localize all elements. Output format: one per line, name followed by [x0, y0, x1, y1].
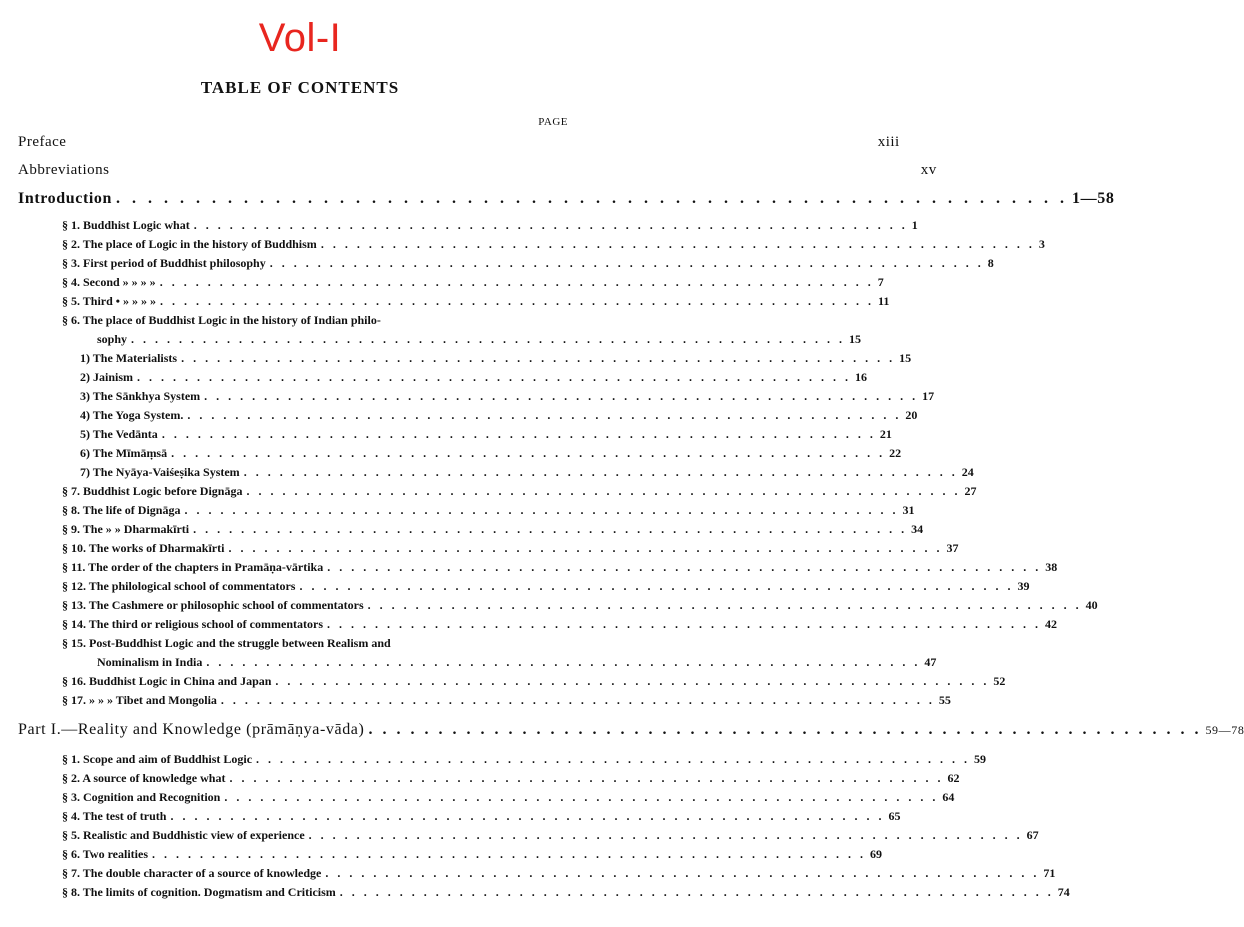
toc-entry-label: 7) The Nyāya-Vaiśeṣika System [80, 465, 240, 479]
toc-entry [62, 218, 918, 233]
toc-entry-page: 38 [1045, 560, 1058, 574]
toc-entry-page: 69 [870, 847, 882, 861]
toc-entry [62, 237, 1045, 252]
toc-entry-page: 62 [947, 771, 960, 785]
toc-entry-label: 1) The Materialists [80, 351, 178, 365]
toc-entry [62, 636, 568, 651]
toc-entry-label: § 9. The » » Dharmakīrti [62, 522, 190, 536]
toc-entry-label: Abbreviations [18, 162, 110, 178]
toc-entry-label: § 15. Post-Buddhist Logic and the struggle between Realism and [62, 636, 391, 650]
toc-entry-label: sophy [97, 332, 128, 346]
toc-entry [62, 866, 1056, 881]
toc-entry-label: 2) Jainism [80, 370, 134, 384]
toc-entry-page: 17 [922, 389, 935, 403]
toc-entry-label: 6) The Mīmāṃsā [80, 446, 168, 460]
toc-entry-page: xv [920, 162, 937, 178]
toc-entry-page: 20 [905, 408, 918, 422]
toc-entry-label: 3) The Sānkhya System [80, 389, 201, 403]
dot-leader: . . . . . . . . . . . . . . . . . . . . . . . . . . . . . . . . . . . . . . . . . . . . . . . . . . . . . . . . . . . . [224, 790, 939, 804]
dot-leader: . . . . . . . . . . . . . . . . . . . . . . . . . . . . . . . . . . . . . . . . . . . . . . . . . . . . . . . . . . . . [206, 655, 921, 669]
toc-entry [62, 617, 1057, 632]
toc-entry [62, 752, 987, 767]
toc-entry-page: 3 [1038, 237, 1045, 251]
toc-entry-label: 4) The Yoga System. [80, 408, 184, 422]
dot-leader: . . . . . . . . . . . . . . . . . . . . . . . . . . . . . . . . . . . . . . . . . . . . . . . . . . . . . . . . . . . . [229, 771, 944, 785]
toc-entry [62, 771, 960, 786]
toc-entry-label: § 7. The double character of a source of knowledge [62, 866, 322, 880]
toc-entry [80, 408, 918, 423]
toc-entry-label: § 2. A source of knowledge what [62, 771, 226, 785]
dot-leader: . . . . . . . . . . . . . . . . . . . . . . . . . . . . . . . . . . . . . . . . . . . . . . . . . . . . . . . . . . . . [327, 617, 1041, 631]
toc-entry [62, 541, 959, 556]
dot-leader: . . . . . . . . . . . . . . . . . . . . . . . . . . . . . . . . . . . . . . . . . . . . . . . . . . . . . . . . . . . . [327, 560, 1042, 574]
toc-entry-label: Introduction [18, 190, 113, 207]
dot-leader: . . . . . . . . . . . . . . . . . . . . . . . . . . . . . . . . . . . . . . . . . . . . . . . . . . . . . . . . . . . . [131, 332, 846, 346]
toc-entry [62, 256, 994, 271]
toc-entry-page: 59—78 [1205, 723, 1244, 737]
toc-entry-label: § 14. The third or religious school of commentators [62, 617, 323, 631]
toc-entry [80, 465, 974, 480]
toc-entry-page: xiii [877, 134, 900, 150]
dot-leader: . . . . . . . . . . . . . . . . . . . . . . . . . . . . . . . . . . . . . . . . . . . . . . . . . . . . . . . . . . . . [159, 275, 874, 289]
toc-entry-page: 11 [878, 294, 890, 308]
dot-leader: . . . . . . . . . . . . . . . . . . . . . . . . . . . . . . . . . . . . . . . . . . . . . . . . . . . . . . . . . . . . [368, 721, 1202, 738]
page-title: TABLE OF CONTENTS [200, 78, 400, 97]
toc-entry-page: 7 [877, 275, 884, 289]
toc-entry [62, 560, 1058, 575]
dot-leader: . . . . . . . . . . . . . . . . . . . . . . . . . . . . . . . . . . . . . . . . . . . . . . . . . . . . . . . . . . . . [220, 693, 935, 707]
toc-entry-page: 39 [1017, 579, 1030, 593]
dot-leader: . . . . . . . . . . . . . . . . . . . . . . . . . . . . . . . . . . . . . . . . . . . . . . . . . . . . . . . . . . . . [160, 294, 874, 308]
toc-entry [62, 674, 1006, 689]
toc-entry-label: § 6. Two realities [62, 847, 148, 861]
toc-entry [62, 847, 882, 862]
dot-leader: . . . . . . . . . . . . . . . . . . . . . . . . . . . . . . . . . . . . . . . . . . . . . . . . . . . . . . . . . . . . [161, 427, 876, 441]
toc-entry-page: 65 [888, 809, 901, 823]
toc-entry [62, 275, 884, 290]
toc-entry [62, 579, 1030, 594]
volume-label: Vol-I [258, 16, 342, 60]
toc-entry-page: 15 [899, 351, 912, 365]
toc-entry-page: 15 [849, 332, 862, 346]
toc-entry [18, 721, 1244, 739]
toc-entry [80, 370, 868, 385]
toc-entry-page: 8 [987, 256, 994, 270]
toc-entry-page: 52 [993, 674, 1006, 688]
dot-leader: . . . . . . . . . . . . . . . . . . . . . . . . . . . . . . . . . . . . . . . . . . . . . . . . . . . . . . . . . . . . [152, 847, 866, 861]
toc-entry-label: § 11. The order of the chapters in Pramāṇa-vārtika [62, 560, 324, 574]
toc-entry-label: Nominalism in India [97, 655, 203, 669]
dot-leader: . . . . . . . . . . . . . . . . . . . . . . . . . . . . . . . . . . . . . . . . . . . . . . . . . . . . . . . . . . . . [228, 541, 943, 555]
toc-entry-label: § 13. The Cashmere or philosophic school of commentators [62, 598, 364, 612]
dot-leader: . . . . . . . . . . . . . . . . . . . . . . . . . . . . . . . . . . . . . . . . . . . . . . . . . . . . . . . . . . . . [246, 484, 961, 498]
toc-entry [62, 484, 977, 499]
toc-entry-label: § 5. Realistic and Buddhistic view of experience [62, 828, 305, 842]
toc-entry-page: 55 [938, 693, 951, 707]
toc-entry-label: 5) The Vedānta [80, 427, 158, 441]
toc-entry-label: § 3. Cognition and Recognition [62, 790, 221, 804]
toc-entry-label: § 1. Buddhist Logic what [62, 218, 190, 232]
toc-entry-label: Preface [18, 134, 67, 150]
toc-entry-page: 40 [1085, 598, 1098, 612]
toc-entry [62, 790, 955, 805]
toc-entry-label: § 2. The place of Logic in the history of Buddhism [62, 237, 317, 251]
toc-entry-page: 59 [974, 752, 987, 766]
toc-entry-page: 24 [961, 465, 974, 479]
toc-entry [62, 313, 568, 328]
dot-leader: . . . . . . . . . . . . . . . . . . . . . . . . . . . . . . . . . . . . . . . . . . . . . . . . . . . . . . . . . . . . [339, 885, 1054, 899]
toc-entry-page: 71 [1043, 866, 1056, 880]
toc-entry [18, 162, 937, 179]
dot-leader: . . . . . . . . . . . . . . . . . . . . . . . . . . . . . . . . . . . . . . . . . . . . . . . . . . . . . . . . . . . . [181, 351, 896, 365]
toc-entry-label: § 7. Buddhist Logic before Dignāga [62, 484, 243, 498]
toc-entry-label: § 5. Third • » » » » [62, 294, 156, 308]
dot-leader: . . . . . . . . . . . . . . . . . . . . . . . . . . . . . . . . . . . . . . . . . . . . . . . . . . . . . . . . . . . . [193, 522, 908, 536]
toc-entry [62, 885, 1070, 900]
dot-leader: . . . . . . . . . . . . . . . . . . . . . . . . . . . . . . . . . . . . . . . . . . . . . . . . . . . . . . . . . . . . [204, 389, 919, 403]
toc-entry-page: 34 [911, 522, 924, 536]
toc-entry-page: 1—58 [1072, 190, 1115, 207]
toc-entry-label: § 4. The test of truth [62, 809, 167, 823]
toc-entry-page: 21 [879, 427, 892, 441]
toc-entry [80, 446, 902, 461]
toc-entry-label: § 3. First period of Buddhist philosophy [62, 256, 266, 270]
toc-entry [62, 503, 915, 518]
toc-entry [62, 294, 890, 309]
toc-entry-page: 47 [924, 655, 937, 669]
dot-leader: . . . . . . . . . . . . . . . . . . . . . . . . . . . . . . . . . . . . . . . . . . . . . . . . . . . . . . . . . . . . [193, 218, 908, 232]
dot-leader: . . . . . . . . . . . . . . . . . . . . . . . . . . . . . . . . . . . . . . . . . . . . . . . . . . . . . . . . . . . . [320, 237, 1035, 251]
toc-entry [62, 598, 1098, 613]
toc-entry-page: 31 [902, 503, 915, 517]
toc-entry [80, 427, 892, 442]
toc-entry-label: § 16. Buddhist Logic in China and Japan [62, 674, 272, 688]
toc-entry [62, 828, 1039, 843]
dot-leader: . . . . . . . . . . . . . . . . . . . . . . . . . . . . . . . . . . . . . . . . . . . . . . . . . . . . . . . . . . . . [184, 503, 899, 517]
dot-leader: . . . . . . . . . . . . . . . . . . . . . . . . . . . . . . . . . . . . . . . . . . . . . . . . . . . . . . . . . . . . [269, 256, 984, 270]
toc-entry [80, 389, 935, 404]
dot-leader: . . . . . . . . . . . . . . . . . . . . . . . . . . . . . . . . . . . . . . . . . . . . . . . . . . . . . . . . . . . . [116, 190, 1069, 207]
toc-entry-continuation [97, 655, 937, 670]
dot-leader: . . . . . . . . . . . . . . . . . . . . . . . . . . . . . . . . . . . . . . . . . . . . . . . . . . . . . . . . . . . . [137, 370, 852, 384]
toc-entry-page: 67 [1026, 828, 1039, 842]
toc-entry-page: 1 [911, 218, 918, 232]
dot-leader: . . . . . . . . . . . . . . . . . . . . . . . . . . . . . . . . . . . . . . . . . . . . . . . . . . . . . . . . . . . . [275, 674, 990, 688]
toc-entry [18, 190, 1115, 208]
toc-entry-page: 22 [889, 446, 902, 460]
toc-entry-page: 37 [946, 541, 959, 555]
toc-entry-label: § 6. The place of Buddhist Logic in the history of Indian philo- [62, 313, 381, 327]
toc-entry-page: 27 [964, 484, 977, 498]
dot-leader: . . . . . . . . . . . . . . . . . . . . . . . . . . . . . . . . . . . . . . . . . . . . . . . . . . . . . . . . . . . . [325, 866, 1040, 880]
dot-leader: . . . . . . . . . . . . . . . . . . . . . . . . . . . . . . . . . . . . . . . . . . . . . . . . . . . . . . . . . . . . [367, 598, 1082, 612]
toc-entry-continuation [97, 332, 862, 347]
toc-entry-label: § 8. The limits of cognition. Dogmatism and Criticism [62, 885, 336, 899]
toc-entry-label: § 17. » » » Tibet and Mongolia [62, 693, 217, 707]
toc-entry-page: 74 [1057, 885, 1070, 899]
dot-leader: . . . . . . . . . . . . . . . . . . . . . . . . . . . . . . . . . . . . . . . . . . . . . . . . . . . . . . . . . . . . [243, 465, 958, 479]
toc-entry [62, 522, 924, 537]
toc-entry-page: 64 [942, 790, 955, 804]
toc-entry [62, 809, 901, 824]
toc-entry-label: § 10. The works of Dharmakīrti [62, 541, 225, 555]
toc-entry-page: 42 [1045, 617, 1057, 631]
toc-entry-label: § 1. Scope and aim of Buddhist Logic [62, 752, 253, 766]
toc-entry [18, 134, 900, 151]
dot-leader: . . . . . . . . . . . . . . . . . . . . . . . . . . . . . . . . . . . . . . . . . . . . . . . . . . . . . . . . . . . . [256, 752, 971, 766]
toc-entry [62, 693, 951, 708]
dot-leader: . . . . . . . . . . . . . . . . . . . . . . . . . . . . . . . . . . . . . . . . . . . . . . . . . . . . . . . . . . . . [187, 408, 902, 422]
toc-entry-page: 16 [855, 370, 868, 384]
toc-entry [80, 351, 912, 366]
toc-entry-label: § 8. The life of Dignāga [62, 503, 181, 517]
dot-leader: . . . . . . . . . . . . . . . . . . . . . . . . . . . . . . . . . . . . . . . . . . . . . . . . . . . . . . . . . . . . [308, 828, 1023, 842]
page-column-header: PAGE [538, 116, 568, 128]
dot-leader: . . . . . . . . . . . . . . . . . . . . . . . . . . . . . . . . . . . . . . . . . . . . . . . . . . . . . . . . . . . . [171, 446, 886, 460]
toc-entry-label: Part I.—Reality and Knowledge (prāmāṇya-vāda) [18, 721, 365, 738]
dot-leader: . . . . . . . . . . . . . . . . . . . . . . . . . . . . . . . . . . . . . . . . . . . . . . . . . . . . . . . . . . . . [299, 579, 1014, 593]
toc-entry-label: § 4. Second » » » » [62, 275, 156, 289]
dot-leader: . . . . . . . . . . . . . . . . . . . . . . . . . . . . . . . . . . . . . . . . . . . . . . . . . . . . . . . . . . . . [170, 809, 885, 823]
toc-entry-label: § 12. The philological school of commentators [62, 579, 296, 593]
